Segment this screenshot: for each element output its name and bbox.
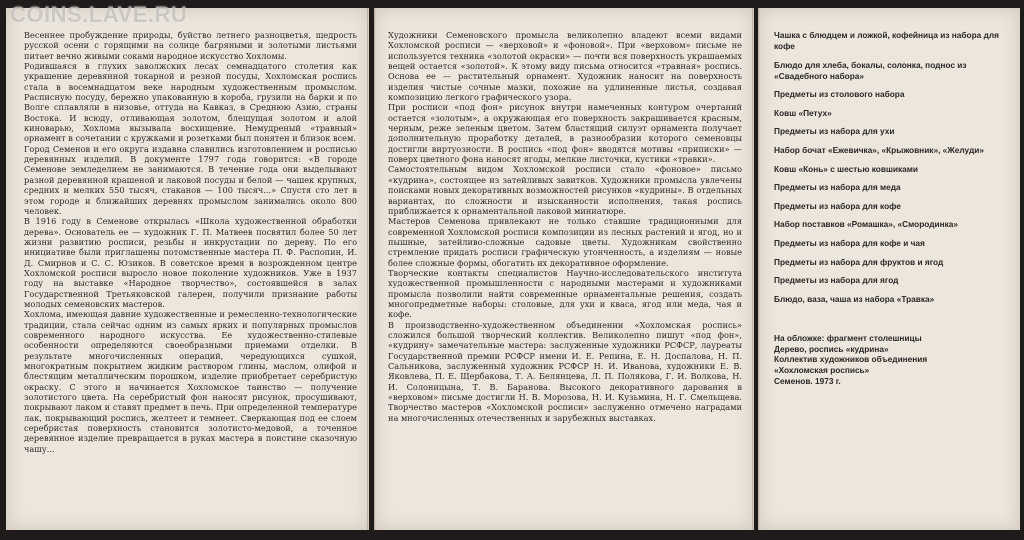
paragraph: Город Семенов и его округа издавна славились изготовлением и росписью деревянных изделий. В документе 1797 года говорится: «В городе Семенове земледелием не занимаются. В течение года они выделывают разной деревянной крашеной и лаковой посуды и белой — чашек крупных, средних и мелких 550 тысяч, стаканов — 100 тысяч...» Спустя сто лет в этом городе и ближайших деревнях промыслом занимались около 800 человек. [24, 143, 357, 216]
list-item: Предметы из набора для фруктов и ягод [774, 256, 944, 267]
right-panel [758, 8, 1020, 530]
middle-panel [374, 8, 754, 530]
cover-note-line: На обложке: фрагмент столешницы [774, 332, 922, 343]
fold-line [374, 8, 376, 530]
list-item: Предметы из набора для ухи [774, 126, 895, 137]
paragraph: В производственно-художественном объединении «Хохломская роспись» сложился большой творческий коллектив. Великолепно пишут «под фон», «кудрину» замечательные мастера: заслуженные художники РСФСР, лауреаты Государственной премии РСФСР имени И. Е. Репина, Е. Н. Доспалова, Н. П. Сальникова, заслуженный художник РСФСР Н. И. Иванова, художники Е. В. Яковлева, П. Е. Щербакова, Т. А. Белянцева, Л. П. Полякова, Г. И. Волкова, Н. И. Солоницына, Т. В. Баранова. Высокого декоративного дарования в «верховом» письме достигли Н. В. Морозова, Н. И. Кузьмина, Н. Г. Смельщева. Творчество мастеров «Хохломской росписи» заслуженно отмечено наградами на многочисленных отечественных и зарубежных выставках. [388, 319, 742, 423]
cover-note [774, 333, 1010, 387]
list-item: Предметы из столового набора [774, 89, 905, 100]
cover-note-line: «Хохломская роспись» [774, 365, 870, 376]
list-item: Чашка с блюдцем и ложкой, кофейница из набора для кофе [774, 30, 999, 51]
list-item: Набор поставков «Ромашка», «Смородинка» [774, 219, 958, 230]
list-item: Предметы из набора для кофе [774, 200, 901, 211]
illustration-list [774, 30, 1010, 305]
left-panel [6, 8, 369, 530]
site-watermark: COINS.LAVE.RU [10, 2, 188, 27]
list-item: Предметы из набора для меда [774, 182, 901, 193]
cover-note-line: Дерево, роспись «кудрина» [774, 343, 889, 354]
fold-line [758, 8, 760, 530]
list-item: Блюдо для хлеба, бокалы, солонка, поднос из «Свадебного набора» [774, 59, 967, 81]
list-item: Ковш «Конь» с шестью ковшиками [774, 163, 918, 174]
list-item: Ковш «Петух» [774, 107, 832, 118]
list-item: Предметы из набора для кофе и чая [774, 237, 925, 248]
paragraph: Самостоятельным видом Хохломской росписи стало «фоновое» письмо «кудрина», состоящее из затейливых завитков. Художники промысла увлечены поисками новых декоративных возможностей рисунков «кудрины». В отдельных вариантах, по сложности и изысканности исполнения, такая роспись приближается к орнаментальной лаковой миниатюре. [388, 164, 742, 216]
paragraph: Художники Семеновского промысла великолепно владеют всеми видами Хохломской росписи — «верховой» и «фоновой». При «верховом» письме не используется техника «золотой окраски» — почти вся поверхность украшаемых вещей остается «золотой». К этому виду письма относится «травная» роспись. Основа ее — растительный орнамент. Художник наносит на поверхность изделия чистые сочные мазки, похожие на удлиненные листья, создавая композицию легкого графического узора. [388, 30, 742, 103]
paragraph: Творческие контакты специалистов Научно-исследовательского института художественной промышленности с народными мастерами и художниками промысла позволили найти современные орнаментальные решения, создать многопредметные наборы: столовые, для ухи и кваса, ягод или меда, чая и кофе. [388, 267, 742, 320]
list-item: Предметы из набора для ягод [774, 275, 899, 286]
paragraph: При росписи «под фон» рисунок внутри намеченных контуром очертаний остается «золотым», а окружающая его поверхность закрашивается красным, черным, реже зеленым цветом. Затем бластящий силуэт орнамента получает дополнительную проработку деталей, в разнообразии которого семеновцы достигли виртуозности. В роспись «под фон» вводятся мотивы «приписки» — поверх цветного фона наносят ягоды, мелкие листочки, кустики «травки». [388, 102, 742, 165]
cover-note-line: Семенов. 1973 г. [774, 375, 841, 386]
paragraph: Весеннее пробуждение природы, буйство летнего разноцветья, щедрость русской осени с горящими на солнце багряными и золотыми листьями питает вечно живыми соками народное искусство Хохломы. [24, 30, 357, 61]
list-item: Блюдо, ваза, чаша из набора «Травка» [774, 293, 935, 304]
fold-line [367, 8, 369, 530]
paragraph: В 1916 году в Семенове открылась «Школа художественной обработки дерева». Основатель ее — художник Г. П. Матвеев посвятил более 50 лет жизни развитию росписи, резьбы и инкрустации по дереву. По его инициативе были приглашены потомственные мастера П. Ф. Распопин, И. Д. Смирнов и С. С. Юзиков. В советское время в возрожденном центре Хохломской росписи выросло новое поколение художников. Уже в 1937 году на выставке «Народное творчество», состоявшейся в залах Государственной Третьяковской галереи, получили признание работы молодых семеновских мастеров. [24, 216, 357, 309]
paragraph: Родившаяся в глухих заволжских лесах семнадцатого столетия как украшение деревянной токарной и резной посуды, Хохломская роспись стала в восемнадцатом веке народным художественным промыслом. Расписную посуду, бережно упакованную в короба, грузили на барки и по Волге сплавляли в низовье, оттуда на Кавказ, в Среднюю Азию, страны Востока. И всюду, отливающая золотом, блещущая золотом и алой киноварью, Хохлома вызывала восхищение. Немудреный «травный» орнамент в сочетании с кружками и розетками был понятен и близок всем. [24, 61, 357, 144]
list-item: Набор бочат «Ежевичка», «Крыжовник», «Желуди» [774, 144, 984, 155]
paragraph: Хохлома, имеющая давние художественные и ремесленно-технологические традиции, стала сейчас одним из самых ярких и популярных промыслов современного народного искусства. Ее художественно-стилевые особенности определяются своеобразными приемами отделки. В результате многочисленных операций, чередующихся сушкой, многократным покрытием жидким раствором глины, маслом, олифой и блестящим металлическим порошком, изделие приобретает серебристую окраску. С этого и начинается Хохломское таинство — получение золотистого цвета. На серебристый фон наносят рисунок, просушивают, покрывают лаком и ставят предмет в печь. При определенной температуре лак, покрывающий роспись, желтеет и темнеет. Сверкающая под ее слоем серебристая поверхность становится золотисто-медовой, а точенное деревянное изделие превращается в руках мастера в поистине сказочную чашу... [24, 309, 357, 454]
cover-note-line: Коллектив художников объединения [774, 354, 928, 365]
fold-line [752, 8, 754, 530]
paragraph: Мастеров Семенова привлекают не только ставшие традиционными для современной Хохломской росписи композиции из лесных растений и ягод, но и пышные, затейливо-сложные садовые цветы. Художникам свойственно стремление придать росписи графическую утонченность, а изделиям — новые более сложные формы, обогатить их декоративное оформление. [388, 216, 742, 268]
